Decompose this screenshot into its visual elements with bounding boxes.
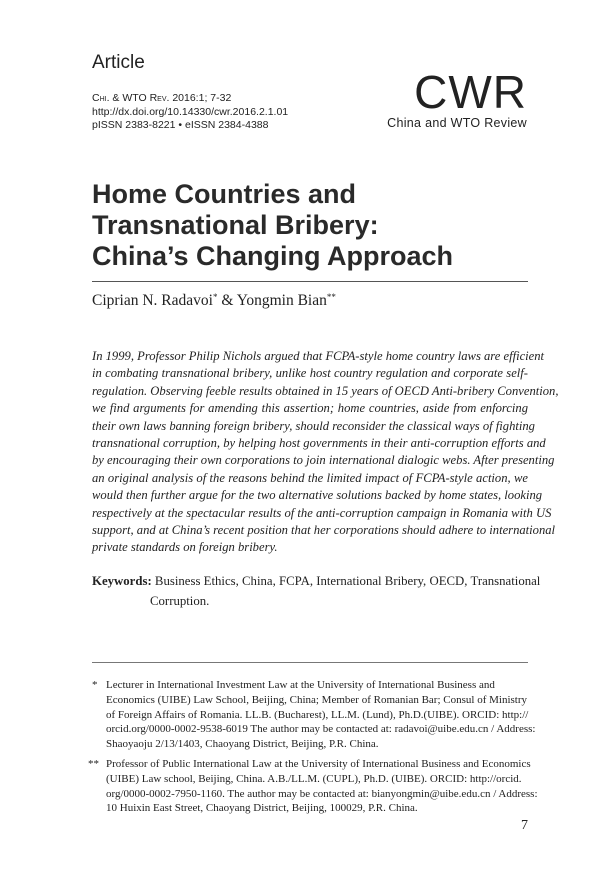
footnote-line: (UIBE) Law school, Beijing, China. A.B./LL.M. (CUPL), Ph.D. (UIBE). ORCID: http://orcid. [106,772,522,785]
abstract-line: in combating transnational bribery, unlike host country regulation and corporate self- [92,366,528,381]
abstract-line: private standards on foreign bribery. [92,540,278,555]
footnote-line: Shaoyaoju 2/13/1403, Chaoyang District, Beijing, P.R. China. [106,738,379,751]
citation-line: Chi. & WTO Rev. 2016:1; 7-32 [92,92,232,104]
footnote-line: Economics (UIBE) Law School, Beijing, China; Member of Romanian Bar; Consul of Ministry [106,693,527,706]
abstract-line: In 1999, Professor Philip Nichols argued that FCPA-style home country laws are efficient [92,349,545,363]
section-label: Article [92,52,145,73]
footnote-line: 10 Huixin East Street, Chaoyang District, Beijing, 100029, P.R. China. [106,802,418,815]
author-name: Yongmin Bian [236,292,327,309]
title-rule [92,281,528,282]
footnote-line: orcid.org/0000-0002-9538-6019 The author may be contacted at: radavoi@uibe.edu.cn / Address: [106,723,536,736]
abstract-line: transnational corruption, by helping host governments in their anti-corruption efforts and [92,436,546,451]
footnote-line: of Foreign Affairs of Romania. LL.B. (Bucharest), LL.M. (Lund), Ph.D.(UIBE). ORCID: http:// [106,708,529,721]
journal-name: China and WTO Review [387,116,527,130]
keywords-list: Business Ethics, China, FCPA, International Bribery, OECD, Transnational [154,574,541,588]
footnote-mark: ** [88,757,99,770]
journal-logo: CWR [414,66,527,118]
abstract-line: we find arguments for amending this assertion; home countries, aside from enforcing [92,401,528,416]
keywords-list-continued: Corruption. [150,594,210,608]
abstract-line: an original analysis of the reasons behind the limited impact of FCPA-style action, we [92,470,528,485]
footnote-rule [92,662,528,663]
author-separator: & [217,292,237,309]
footnote-marker[interactable]: ** [326,292,336,302]
article-title [92,179,532,272]
doi-link[interactable]: http://dx.doi.org/10.14330/cwr.2016.2.1.01 [92,105,289,118]
title-line: Transnational Bribery: [92,210,379,240]
author-line [92,292,336,310]
keywords [92,571,541,611]
abstract [92,348,559,557]
citation-meta [92,92,288,133]
page-number: 7 [521,818,528,833]
author-name: Ciprian N. Radavoi [92,292,213,309]
footnote-mark: * [92,679,98,691]
journal-brand [387,66,527,130]
keywords-label: Keywords: [92,574,152,588]
footnote-line: org/0000-0002-7950-1160. The author may be contacted at: bianyongmin@uibe.edu.cn / Address: [106,787,538,800]
abstract-line: would then further argue for the two alternative solutions backed by home states, looking [92,488,543,503]
footnotes [88,678,538,821]
footnote-line: Lecturer in International Investment Law at the University of International Business and [106,679,495,691]
footnote [92,678,536,752]
title-line: Home Countries and [92,179,357,209]
footnote [88,757,538,816]
abstract-line: by encouraging their own corporations to join international dialogic webs. After presenting [92,453,555,468]
abstract-line: regulation. Observing feeble results obtained in 15 years of OECD Anti-bribery Convention, [92,383,559,398]
footnote-line: Professor of Public International Law at the University of International Business and Economics [106,757,531,770]
abstract-line: their own laws banning foreign bribery, should reconsider the classical ways of fighting [92,418,535,433]
title-line: China’s Changing Approach [92,241,454,271]
issn-line: pISSN 2383-8221 • eISSN 2384-4388 [92,119,269,131]
footnote-marker[interactable]: * [212,292,218,302]
abstract-line: respectively at the spectacular results of the anti-corruption campaign in Romania with US [92,505,552,520]
abstract-line: support, and at China’s recent position that her corporations should adhere to international [92,523,556,538]
